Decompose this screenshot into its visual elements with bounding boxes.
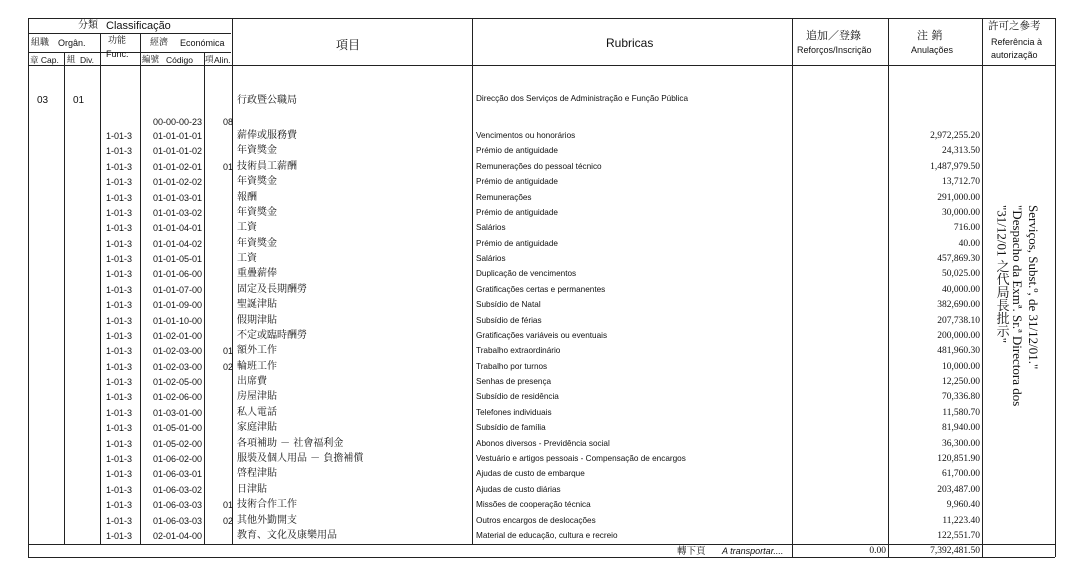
header-div-zh: 組 (67, 55, 76, 65)
row-amount: 11,223.40 (942, 516, 980, 526)
row-item-zh: 工資 (237, 222, 257, 233)
row-rubrica-pt: Senhas de presença (476, 377, 552, 386)
row-rubrica-pt: Subsídio de férias (476, 316, 542, 325)
row-rubrica-pt: Material de educação, cultura e recreio (476, 531, 618, 540)
header-reforcos-pt: Reforços/Inscrição (797, 45, 872, 55)
row-func: 1-01-3 (106, 131, 133, 141)
row-func: 1-01-3 (106, 346, 133, 356)
row-item-zh: 技術合作工作 (237, 499, 297, 510)
row-rubrica-pt: Subsídio de família (476, 423, 546, 432)
row-rubrica-pt: Subsídio de Natal (476, 300, 541, 309)
row-code: 01-06-03-03 (153, 500, 203, 510)
header-reforcos-zh: 追加／登錄 (806, 29, 861, 42)
row-item-zh: 不定或臨時酬勞 (237, 330, 307, 341)
dept-code: 00-00-00-23 (153, 117, 203, 127)
row-rubrica-pt: Trabalho por turnos (476, 362, 548, 371)
row-rubrica-pt: Trabalho extraordinário (476, 346, 561, 355)
row-rubrica-pt: Gratificações certas e permanentes (476, 285, 606, 294)
row-rubrica-pt: Prémio de antiguidade (476, 146, 558, 155)
header-econ-zh: 經濟 (150, 38, 169, 48)
row-item-zh: 工資 (237, 253, 257, 264)
row-item-zh: 日津貼 (237, 484, 267, 495)
row-code: 01-06-03-02 (153, 485, 203, 495)
row-rubrica-pt: Duplicação de vencimentos (476, 269, 577, 278)
dept-cap: 03 (37, 95, 49, 106)
row-rubrica-pt: Salários (476, 223, 506, 232)
row-item-zh: 服裝及個人用品 － 負擔補償 (237, 453, 364, 464)
header-ref-pt1: Referência à (991, 37, 1043, 47)
footer-transport-pt: A transportar.... (722, 546, 784, 556)
row-rubrica-pt: Missões de cooperação técnica (476, 500, 591, 509)
header-anulacoes-pt: Anulações (911, 45, 954, 55)
row-func: 1-01-3 (106, 485, 133, 495)
row-func: 1-01-3 (106, 377, 133, 387)
authorization-note-line-1: "31/12/01 之代局長批示" (994, 205, 1010, 344)
row-rubrica-pt: Prémio de antiguidade (476, 239, 558, 248)
row-amount: 200,000.00 (937, 331, 980, 341)
row-code: 01-01-07-00 (153, 285, 203, 295)
row-alin: 02 (223, 516, 234, 526)
row-amount: 2,972,255.20 (930, 131, 980, 141)
row-amount: 11,580.70 (942, 408, 980, 418)
row-code: 01-05-01-00 (153, 423, 203, 433)
row-rubrica-pt: Remunerações do pessoal técnico (476, 162, 602, 171)
row-rubrica-pt: Salários (476, 254, 506, 263)
row-item-zh: 其他外勤開支 (237, 515, 297, 526)
row-amount: 1,487,979.50 (930, 162, 980, 172)
header-func-pt: Func. (106, 49, 129, 59)
row-code: 01-06-03-03 (153, 516, 203, 526)
dept-alin: 08 (223, 117, 234, 127)
row-item-zh: 重疊薪俸 (237, 268, 277, 279)
row-item-zh: 額外工作 (237, 345, 277, 356)
row-func: 1-01-3 (106, 423, 133, 433)
row-item-zh: 年資獎金 (237, 238, 277, 249)
row-amount: 9,960.40 (946, 500, 980, 510)
row-item-zh: 薪俸或服務費 (237, 130, 297, 141)
row-item-zh: 假期津貼 (237, 315, 277, 326)
row-code: 01-01-01-01 (153, 131, 203, 141)
row-item-zh: 出席費 (237, 376, 267, 387)
authorization-note-line-3: Serviços, Subst.º, de 31/12/01." (1025, 205, 1041, 370)
footer-reforcos-total: 0.00 (869, 546, 886, 556)
row-code: 01-02-01-00 (153, 331, 203, 341)
row-item-zh: 年資獎金 (237, 176, 277, 187)
authorization-note-line-2: "Despacho da Exmª. Sr.ª Directora dos (1010, 205, 1026, 407)
row-code: 01-03-01-00 (153, 408, 203, 418)
row-amount: 12,250.00 (942, 377, 980, 387)
row-code: 01-01-10-00 (153, 316, 203, 326)
row-amount: 207,738.10 (937, 316, 980, 326)
row-item-zh: 教育、文化及康樂用品 (237, 530, 337, 541)
row-amount: 13,712.70 (942, 177, 980, 187)
header-alin-pt: Alin. (214, 55, 231, 65)
row-rubrica-pt: Prémio de antiguidade (476, 177, 558, 186)
row-alin: 01 (223, 500, 234, 510)
row-item-zh: 家庭津貼 (237, 422, 277, 433)
row-amount: 716.00 (953, 223, 980, 233)
row-item-zh: 年資獎金 (237, 207, 277, 218)
row-func: 1-01-3 (106, 531, 133, 541)
row-rubrica-pt: Gratificações variáveis ou eventuais (476, 331, 608, 340)
header-cap: 章 Cap. (30, 55, 59, 65)
row-func: 1-01-3 (106, 500, 133, 510)
row-item-zh: 房屋津貼 (237, 391, 277, 402)
row-code: 01-01-01-02 (153, 146, 203, 156)
row-amount: 40,000.00 (942, 285, 980, 295)
row-func: 1-01-3 (106, 254, 133, 264)
header-organ-zh: 組職 (31, 38, 50, 48)
row-amount: 40.00 (958, 239, 980, 249)
header-organ-pt: Orgân. (58, 38, 86, 48)
row-rubrica-pt: Outros encargos de deslocações (476, 516, 596, 525)
row-code: 01-02-05-00 (153, 377, 203, 387)
row-code: 02-01-04-00 (153, 531, 203, 541)
row-func: 1-01-3 (106, 439, 133, 449)
row-func: 1-01-3 (106, 208, 133, 218)
row-code: 01-06-03-01 (153, 469, 203, 479)
row-amount: 457,869.30 (937, 254, 980, 264)
row-item-zh: 聖誕津貼 (237, 299, 277, 310)
row-alin: 02 (223, 362, 234, 372)
header-ref-pt2: autorização (991, 50, 1038, 60)
authorization-note (994, 205, 1041, 455)
row-amount: 291,000.00 (937, 193, 980, 203)
row-rubrica-pt: Subsídio de residência (476, 392, 559, 401)
row-func: 1-01-3 (106, 269, 133, 279)
header-econ-pt: Económica (180, 38, 225, 48)
row-amount: 50,025.00 (942, 269, 980, 279)
dept-name-pt: Direcção dos Serviços de Administração e Função Pública (476, 94, 689, 103)
row-code: 01-02-03-00 (153, 362, 203, 372)
row-func: 1-01-3 (106, 516, 133, 526)
dept-div: 01 (73, 95, 85, 106)
row-item-zh: 私人電話 (237, 407, 277, 418)
row-amount: 203,487.00 (937, 485, 980, 495)
row-func: 1-01-3 (106, 239, 133, 249)
row-func: 1-01-3 (106, 331, 133, 341)
header-alin-zh: 項 (205, 55, 214, 65)
row-code: 01-01-03-01 (153, 193, 203, 203)
header-item-zh: 項目 (336, 38, 361, 52)
row-amount: 10,000.00 (942, 362, 980, 372)
row-code: 01-01-06-00 (153, 269, 203, 279)
row-code: 01-01-04-02 (153, 239, 203, 249)
row-amount: 36,300.00 (942, 439, 980, 449)
row-amount: 30,000.00 (942, 208, 980, 218)
row-amount: 120,851.90 (937, 454, 980, 464)
row-item-zh: 技術員工薪酬 (237, 161, 297, 172)
row-func: 1-01-3 (106, 316, 133, 326)
row-amount: 481,960.30 (937, 346, 980, 356)
row-func: 1-01-3 (106, 177, 133, 187)
row-code: 01-01-04-01 (153, 223, 203, 233)
header-codigo-pt: Código (166, 55, 193, 65)
row-rubrica-pt: Ajudas de custo de embarque (476, 469, 585, 478)
row-rubrica-pt: Vencimentos ou honorários (476, 131, 576, 140)
row-func: 1-01-3 (106, 223, 133, 233)
header-func-zh: 功能 (108, 36, 127, 46)
row-func: 1-01-3 (106, 146, 133, 156)
header-anulacoes-zh: 注 銷 (917, 29, 943, 42)
row-func: 1-01-3 (106, 362, 133, 372)
row-item-zh: 輪班工作 (237, 361, 277, 372)
row-func: 1-01-3 (106, 162, 133, 172)
row-func: 1-01-3 (106, 408, 133, 418)
header-ref-zh: 許可之參考 (988, 20, 1041, 32)
row-item-zh: 啓程津貼 (237, 468, 277, 479)
row-code: 01-01-02-02 (153, 177, 203, 187)
header-classificacao-pt: Classificação (106, 20, 171, 32)
row-func: 1-01-3 (106, 193, 133, 203)
row-rubrica-pt: Abonos diversos - Previdência social (476, 439, 610, 448)
dept-name-zh: 行政暨公職局 (237, 95, 297, 106)
header-rubricas: Rubricas (606, 36, 654, 50)
row-item-zh: 固定及長期酬勞 (237, 284, 307, 295)
row-amount: 70,336.80 (942, 392, 980, 402)
row-code: 01-02-03-00 (153, 346, 203, 356)
row-amount: 24,313.50 (942, 146, 980, 156)
row-code: 01-01-09-00 (153, 300, 203, 310)
row-code: 01-06-02-00 (153, 454, 203, 464)
row-amount: 382,690.00 (937, 300, 980, 310)
row-code: 01-02-06-00 (153, 392, 203, 402)
row-item-zh: 報酬 (237, 192, 257, 203)
row-rubrica-pt: Prémio de antiguidade (476, 208, 558, 217)
row-func: 1-01-3 (106, 285, 133, 295)
row-item-zh: 年資獎金 (237, 145, 277, 156)
row-amount: 122,551.70 (937, 531, 980, 541)
row-code: 01-01-03-02 (153, 208, 203, 218)
row-rubrica-pt: Vestuário e artigos pessoais - Compensação de encargos (476, 454, 686, 463)
footer-anulacoes-total: 7,392,481.50 (930, 546, 980, 556)
header-div-pt: Div. (80, 55, 95, 65)
footer-transport-zh: 轉下頁 (677, 546, 706, 557)
row-alin: 01 (223, 162, 234, 172)
row-rubrica-pt: Ajudas de custo diárias (476, 485, 561, 494)
row-code: 01-05-02-00 (153, 439, 203, 449)
row-item-zh: 各項補助 － 社會福利金 (237, 438, 344, 449)
row-code: 01-01-02-01 (153, 162, 203, 172)
row-alin: 01 (223, 346, 234, 356)
row-rubrica-pt: Remunerações (476, 193, 532, 202)
row-func: 1-01-3 (106, 469, 133, 479)
header-classificacao-zh: 分類 (78, 20, 98, 31)
row-func: 1-01-3 (106, 392, 133, 402)
row-amount: 61,700.00 (942, 469, 980, 479)
header-codigo-zh: 編號 (142, 55, 160, 65)
row-code: 01-01-05-01 (153, 254, 203, 264)
row-func: 1-01-3 (106, 300, 133, 310)
row-rubrica-pt: Telefones individuais (476, 408, 552, 417)
row-func: 1-01-3 (106, 454, 133, 464)
row-amount: 81,940.00 (942, 423, 980, 433)
